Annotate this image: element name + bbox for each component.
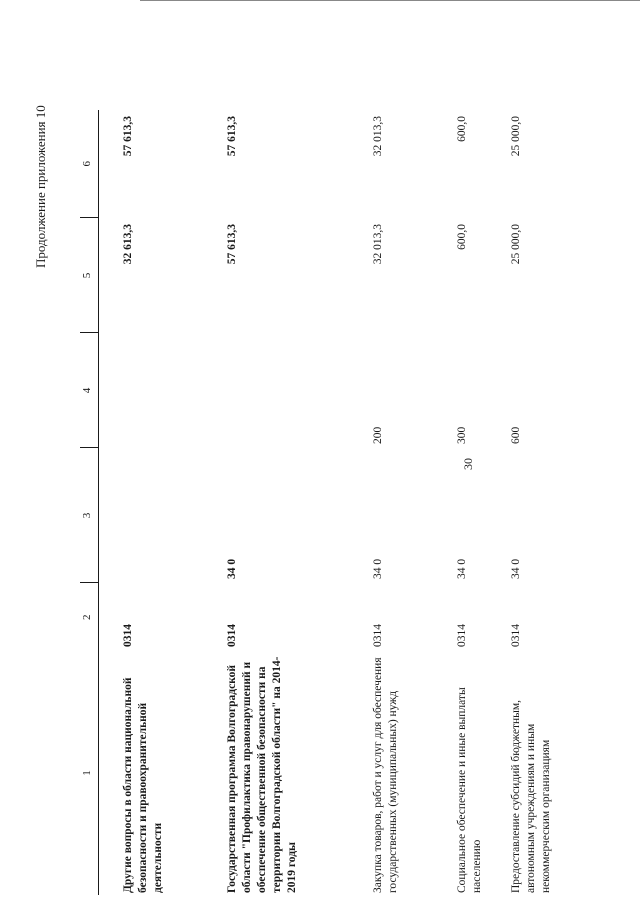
row-section-code: 0314 <box>122 624 134 647</box>
header-col-5: 5 <box>80 218 99 333</box>
row-type-code: 200 <box>372 426 384 444</box>
header-col-4: 4 <box>80 333 99 448</box>
table-row <box>507 110 583 895</box>
row-name: Закупка товаров, работ и услуг для обеспечения государственных (муниципальных) нужд <box>372 657 399 893</box>
row-target-code: 34 0 <box>510 558 522 579</box>
table-row <box>99 110 224 895</box>
row-target-code: 34 0 <box>456 558 468 579</box>
table-row <box>453 110 507 895</box>
row-target-code: 34 0 <box>372 558 384 579</box>
row-target-code <box>99 448 224 583</box>
row-name: Другие вопросы в области национальной безопасности и правоохранительной деятельности <box>122 677 164 893</box>
row-section-code: 0314 <box>510 624 522 647</box>
row-section-code: 0314 <box>456 624 468 647</box>
row-section-code: 0314 <box>226 624 238 647</box>
row-type-code: 300 <box>456 426 468 444</box>
row-amount-col6: 600,0 <box>456 116 468 142</box>
header-col-3: 3 <box>80 448 99 583</box>
row-type-code <box>223 333 369 448</box>
row-name: Государственная программа Волгоградской области "Профилактика правонарушений и обеспечение общественной безопасности на территории Волгоградской области" на 2014-2019 годы <box>226 656 298 893</box>
budget-table <box>80 110 583 895</box>
continuation-label: Продолжение приложения 10 <box>33 105 48 268</box>
row-amount-col5: 600,0 <box>456 224 468 250</box>
row-amount-col6: 25 000,0 <box>510 116 522 157</box>
budget-table-sheet <box>80 110 560 895</box>
row-section-code: 0314 <box>372 624 384 647</box>
row-amount-col6: 57 613,3 <box>122 116 134 157</box>
row-type-code: 600 <box>510 426 522 444</box>
row-amount-col5: 32 013,3 <box>372 224 384 265</box>
header-row <box>80 110 99 895</box>
header-col-1: 1 <box>80 651 99 895</box>
table-row <box>223 110 369 895</box>
scan-top-edge <box>140 0 640 1</box>
header-col-2: 2 <box>80 583 99 651</box>
row-type-code <box>99 333 224 448</box>
page-number: 30 <box>461 458 475 470</box>
header-col-6: 6 <box>80 110 99 218</box>
row-name: Предоставление субсидий бюджетным, автономным учреждениям и иным некоммерческим организациям <box>510 699 552 893</box>
row-amount-col5: 32 613,3 <box>122 224 134 265</box>
row-target-code: 34 0 <box>226 558 238 579</box>
row-amount-col6: 57 613,3 <box>226 116 238 157</box>
table-row <box>369 110 453 895</box>
row-amount-col5: 57 613,3 <box>226 224 238 265</box>
row-amount-col5: 25 000,0 <box>510 224 522 265</box>
row-amount-col6: 32 013,3 <box>372 116 384 157</box>
row-name: Социальное обеспечение и иные выплаты населению <box>456 687 483 893</box>
